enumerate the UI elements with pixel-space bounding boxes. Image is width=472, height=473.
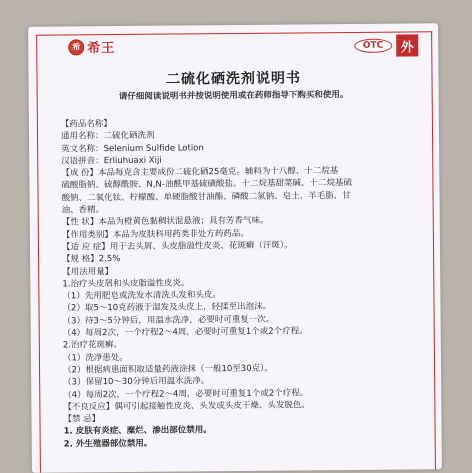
usage-line: （4）每周2次，一个疗程2～4周，必要时可重复1个或2个疗程。 bbox=[63, 387, 309, 401]
contraindications-heading: 【禁 忌】 bbox=[63, 414, 101, 425]
composition-line: 硫酸脂钠、硫醇酰胺、N,N-油酰甲基硫磺酸盐、十二烷基甜菜碱、十二烷基硫 bbox=[61, 178, 352, 191]
generic-name: 通用名称：二硫化硒洗剂 bbox=[60, 130, 155, 142]
brand-emblem-icon: 希 bbox=[68, 39, 84, 55]
composition-line: 【成 份】本品每克含主要成份二硫化硒25毫克。辅料为十八醇、十二烷基 bbox=[61, 166, 339, 179]
contraindication-item: 1. 皮肤有炎症、糜烂、渗出部位禁用。 bbox=[63, 425, 212, 437]
drug-name-heading: 【药品名称】 bbox=[60, 119, 112, 130]
pinyin-name: 汉语拼音：Erliuhuaxi Xiji bbox=[61, 155, 162, 167]
leaflet-body bbox=[61, 115, 422, 450]
contraindication-item: 2. 外生殖器部位禁用。 bbox=[63, 438, 153, 450]
category-section: 【作用类别】本品为皮肤科用药类非处方药药品。 bbox=[61, 228, 249, 241]
english-name: 英文名称：Selenium Sulfide Lotion bbox=[61, 142, 204, 155]
external-use-badge: 外 bbox=[396, 34, 418, 56]
brand-name: 希王 bbox=[87, 41, 116, 57]
usage-line: 2.治疗花斑癣。 bbox=[62, 340, 123, 351]
usage-heading: 【用法用量】 bbox=[62, 266, 114, 278]
usage-line: （1）洗净患处。 bbox=[62, 352, 128, 364]
composition-line: 油、香精。 bbox=[61, 205, 105, 216]
document-title: 二硫化硒洗剂说明书 bbox=[165, 70, 302, 88]
specification-section: 【规 格】2.5% bbox=[62, 254, 121, 265]
usage-line: （4）每周2次，一个疗程2～4周，必要时可重复1个或2个疗程。 bbox=[62, 326, 308, 339]
composition-line: 酸钠、二氧化钛、柠檬酸、单硬脂酸甘油酯、磷酸二氢钠、皂土、羊毛脂、甘 bbox=[61, 190, 351, 204]
usage-line: （1）先用肥皂或洗发水清洗头发和头皮。 bbox=[62, 290, 221, 302]
usage-line: （2）取5～10克药液于湿发及头皮上，轻揉至出泡沫。 bbox=[62, 302, 272, 314]
usage-line: （3）待3～5分钟后，用温水洗净，必要时可重复一次。 bbox=[62, 314, 275, 327]
usage-line: （3）保留10～30分钟后用温水洗净。 bbox=[63, 376, 210, 388]
instruction-leaflet bbox=[28, 23, 442, 473]
otc-badge: OTC bbox=[354, 39, 393, 53]
usage-warning: 请仔细阅读说明书并按说明使用或在药师指导下购买和使用。 bbox=[118, 90, 349, 103]
adverse-reactions-section: 【不良反应】偶可引起接触性皮炎、头发或头皮干燥、头发脱色。 bbox=[63, 400, 310, 413]
appearance-section: 【性 状】本品为橙黄色黏稠状混悬液；具有芳香气味。 bbox=[61, 216, 269, 228]
indications-section: 【适 应 症】用于去头屑、头皮脂溢性皮炎、花斑癣（汗斑）。 bbox=[61, 240, 293, 253]
brand-logo bbox=[68, 37, 115, 56]
usage-line: （2）根据病患面积取适量药液涂抹（一般10至30克）。 bbox=[63, 363, 273, 376]
usage-line: 1.治疗头皮屑和头皮脂溢性皮炎。 bbox=[62, 278, 190, 290]
